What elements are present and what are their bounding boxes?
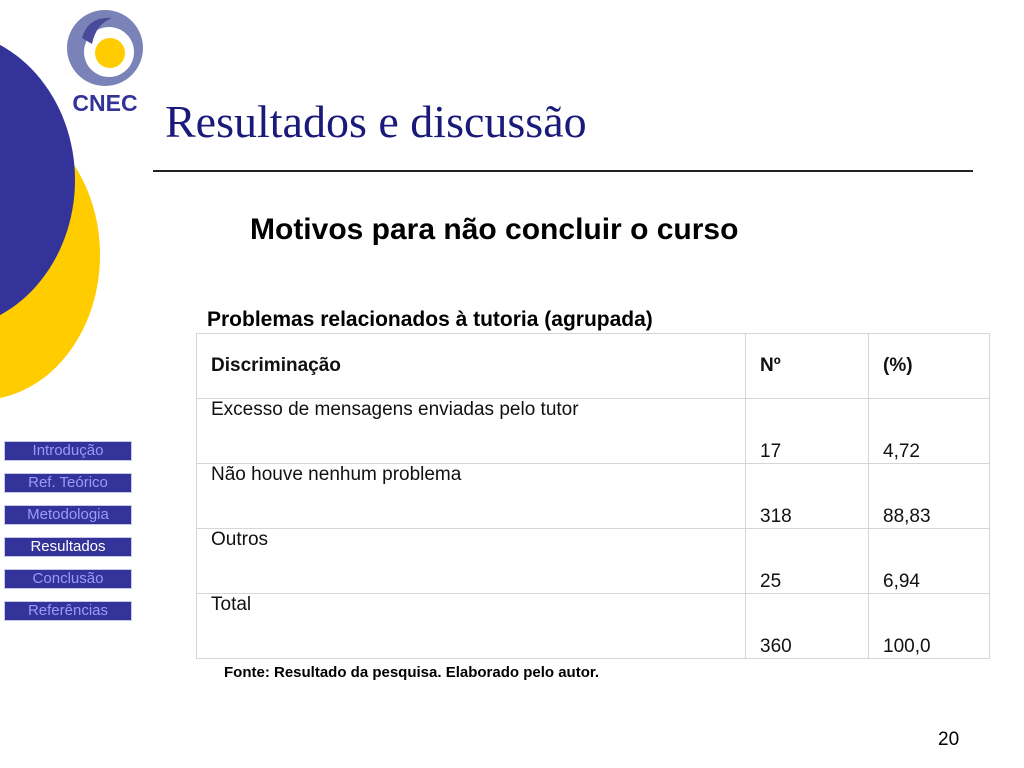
results-table [196, 333, 990, 659]
title-divider [153, 170, 973, 172]
row-count: 25 [746, 529, 869, 594]
page-number: 20 [938, 729, 960, 750]
nav-item-introducao[interactable]: Introdução [4, 441, 132, 461]
row-count: 318 [746, 464, 869, 529]
nav-item-resultados[interactable]: Resultados [4, 537, 132, 557]
row-label: Não houve nenhum problema [197, 464, 746, 529]
table-row [197, 464, 990, 529]
row-percent: 88,83 [869, 464, 990, 529]
row-count: 17 [746, 399, 869, 464]
nav-item-conclusao[interactable]: Conclusão [4, 569, 132, 589]
row-label: Total [197, 594, 746, 659]
row-percent: 100,0 [869, 594, 990, 659]
row-percent: 6,94 [869, 529, 990, 594]
table-header-row [197, 334, 990, 399]
header-percent: (%) [869, 334, 990, 399]
nav-item-ref-teorico[interactable]: Ref. Teórico [4, 473, 132, 493]
row-label: Outros [197, 529, 746, 594]
logo-text: CNEC [72, 90, 138, 116]
section-heading: Motivos para não concluir o curso [250, 213, 739, 246]
slide-navigation [4, 441, 134, 633]
table-row [197, 399, 990, 464]
nav-item-referencias[interactable]: Referências [4, 601, 132, 621]
row-percent: 4,72 [869, 399, 990, 464]
row-count: 360 [746, 594, 869, 659]
cnec-logo [60, 8, 150, 118]
slide-title: Resultados e discussão [165, 96, 587, 147]
row-label: Excesso de mensagens enviadas pelo tutor [197, 399, 746, 464]
header-discriminacao: Discriminação [197, 334, 746, 399]
nav-item-metodologia[interactable]: Metodologia [4, 505, 132, 525]
source-note: Fonte: Resultado da pesquisa. Elaborado pelo autor. [224, 664, 600, 681]
table-row [197, 529, 990, 594]
table-caption: Problemas relacionados à tutoria (agrupada) [207, 308, 653, 331]
table-row [197, 594, 990, 659]
header-numero: Nº [746, 334, 869, 399]
